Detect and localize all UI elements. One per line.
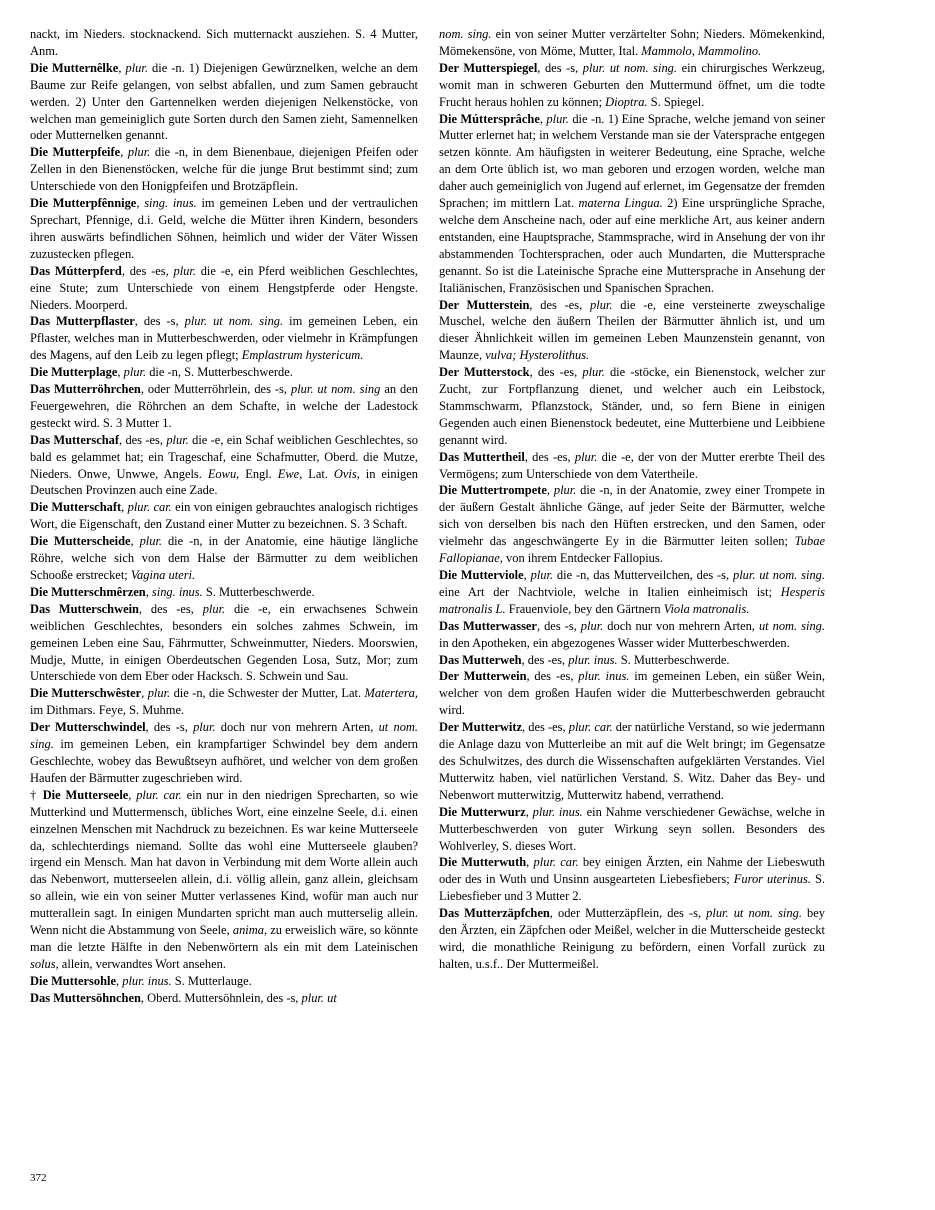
entry-text: die -e, ein Pferd weiblichen Geschlechtes, eine Stute; zum Unterschiede von einem Hengstpferde oder Hengste. Nieders. Moorperd. [30, 263, 418, 312]
entry-text: im gemeinen Leben und der vertraulichen Sprechart, Pfennige, d.i. Geld, welche die Mütter ihren Kindern, besonders ihren auswärts befindlichen Söhnen, heimlich und wider der Väter Wissen zuzustecken pflegen. [30, 196, 419, 261]
entry-text: eine Art der Nachtviole, welche in Italien einheimisch ist; [439, 584, 781, 599]
entry-italic-text: plur. car. [568, 720, 613, 735]
dictionary-entry [439, 60, 825, 111]
entry-italic-text: plur. ut nom. sing. [582, 60, 678, 75]
entry-italic-text: plur. [530, 568, 554, 582]
entry-text: , [539, 111, 547, 126]
entry-headword: Das Muttersöhnchen [30, 990, 141, 1005]
entry-headword: Die Mutterscheide [30, 534, 131, 549]
dictionary-entry [30, 499, 418, 533]
entry-text: doch nur von mehrern Arten, [603, 618, 759, 633]
entry-text: nackt, im Nieders. stocknackend. Sich mutternackt ausziehen. S. 4 Mutter, Anm. [30, 27, 418, 58]
entry-headword: Die Múttersprâche [439, 111, 540, 126]
entry-italic-text: plur. [202, 601, 226, 616]
entry-headword: Das Mutterpflaster [30, 314, 135, 329]
dictionary-entry [30, 973, 418, 990]
entry-text: Frauenviole, bey den Gärtnern [505, 601, 664, 616]
entry-text: † [30, 787, 43, 802]
entry-text: , [526, 855, 534, 870]
entry-italic-text: ut nom. sing. [30, 720, 419, 752]
entry-text: , [117, 365, 124, 380]
dictionary-entry [30, 195, 418, 263]
entry-italic-text: plur. [166, 432, 189, 447]
entry-headword: Der Mutterstock [439, 365, 530, 380]
dictionary-entry [439, 719, 825, 804]
dictionary-entry [439, 854, 825, 905]
entry-headword: Der Mutterwitz [439, 720, 523, 735]
entry-text: , [136, 196, 145, 211]
entry-text: , des -s, [134, 314, 185, 329]
entry-headword: Das Mutterröhrchen [30, 382, 141, 397]
entry-text: von ihrem Entdecker Fallopius. [502, 551, 663, 566]
entry-headword: Das Mutterwasser [439, 618, 537, 633]
entry-text: die -stöcke, ein Bienenstock, welcher zur Zucht, zur Fortpflanzung dienet, und welcher auch ein Leibstock, Stammschwarm, Pflanzstock, Ständer, und, so fern Biene in einigen Gegenden auch einen Bienenstock bedeutet, eine Mutterbiene und Leibbiene genannt wird. [439, 365, 825, 447]
entry-text: , [128, 787, 137, 802]
dictionary-entry [30, 432, 418, 500]
entry-text: die -n, in der Anatomie, eine häutige längliche Röhre, welche sich von dem Halse der Bärmutter zu dem weiblichen Schooße erstrecket; [30, 534, 418, 582]
entry-italic-text: plur. [123, 365, 147, 380]
entry-headword: Die Mutterseele [42, 787, 129, 802]
entry-italic-text: plur. inus. [568, 652, 618, 667]
entry-text: , oder Mutterröhrlein, des -s, [140, 382, 291, 397]
entry-text: S. Mutterbeschwerde. [202, 584, 315, 599]
entry-text: , [118, 60, 126, 75]
entry-text: die -e, der von der Mutter ererbte Theil des Vermögens; zum Unterschiede von dem Vatertheile. [439, 449, 825, 481]
entry-text: Engl. [239, 466, 278, 481]
entry-headword: Die Mutterwurz [439, 804, 526, 819]
entry-headword: Die Mutterplage [30, 365, 118, 380]
entry-headword: Das Mutterschaf [30, 432, 119, 447]
entry-headword: Das Mutterzäpfchen [439, 906, 550, 921]
entry-headword: Die Mutterwuth [439, 855, 527, 870]
entry-text: , [145, 584, 152, 599]
entry-italic-text: plur. car. [127, 500, 172, 515]
dictionary-entry [439, 111, 825, 297]
entry-text: der natürliche Verstand, so wie jedermann die Anlage dazu von Mutterleibe an mit auf die Welt bringt; im Gegensatze des Schulwitzes, des durch die Wissenschaften aufgeklärten Verstandes. Viel Mutterwitz haben, viel natürlichen Verstand. S. Witz. Daher das Bey- und Nebenwort mutterwitzig, Mutterwitz habend, verrathend. [439, 720, 825, 802]
dictionary-entry [30, 719, 418, 787]
entry-italic-text: plur. car. [136, 787, 182, 802]
entry-headword: Das Mutterschwein [30, 601, 139, 616]
left-column [30, 26, 418, 1007]
entry-text: bey den Ärzten, ein Zäpfchen oder Meißel, welcher in die Mutterscheide gesteckt wird, die monathliche Reinigung zu befördern, einen Vorfall zurück zu halten, u.s.f.. Der Muttermeißel. [439, 906, 825, 971]
entry-italic-text: Hesperis matronalis L. [439, 584, 825, 616]
entry-text: , des -es, [138, 601, 203, 616]
entry-text: die -n, S. Mutterbeschwerde. [146, 365, 293, 380]
entry-text: , des -es, [526, 669, 579, 684]
entry-italic-text: plur. [580, 618, 604, 633]
entry-italic-text: plur. inus. [122, 973, 172, 988]
entry-text: , des -s, [145, 720, 194, 735]
entry-italic-text: plur. ut nom. sing. [732, 568, 825, 582]
entry-text: ein von seiner Mutter verzärtelter Sohn; Nieders. Mömekenkind, Mömekensöne, von Möme, Mutter, Ital. [439, 27, 825, 58]
entry-text: , des -es, [121, 263, 174, 278]
dictionary-entry [30, 26, 418, 60]
entry-italic-text: plur. [590, 297, 613, 312]
dictionary-entry [30, 533, 418, 584]
entry-text: die -n. 1) Diejenigen Gewürznelken, welche an dem Baume zur Reife gelangen, von selbst abfallen, und zum Samen gebraucht werden. 2) Unter den Gartennelken werden diejenigen Nelkenstöcke, von welchen man gemeiniglich gute Sorten durch den Samen zieht, Samennelken oder Mutternelken genannt. [30, 60, 418, 143]
entry-italic-text: plur. [574, 449, 598, 464]
entry-text: die -n, das Mutterveilchen, des -s, [553, 568, 733, 582]
entry-text: ein chirurgisches Werkzeug, womit man in schweren Geburten den Muttermund öffnet, um die todte Frucht heraus hohlen zu können; [439, 60, 825, 109]
entry-text: , [130, 534, 140, 549]
entry-text: S. Mutterlauge. [171, 973, 252, 988]
entry-text: , des -s, [536, 618, 581, 633]
entry-italic-text: sing. inus. [144, 196, 197, 211]
entry-headword: Die Muttertrompete [439, 483, 547, 498]
entry-text: an den Feuergewehren, die Röhrchen an dem Schafte, in welche der Ladestock gesteckt wird. S. 3 Mutter 1. [30, 382, 419, 430]
entry-italic-text: materna Lingua. [578, 196, 663, 211]
entry-headword: Das Mutterweh [439, 652, 522, 667]
dictionary-entry [30, 364, 418, 381]
entry-headword: Die Muttersohle [30, 973, 116, 988]
entry-italic-text: Eowu, [207, 466, 240, 481]
entry-text: , oder Mutterzäpflein, des -s, [549, 906, 707, 921]
entry-italic-text: Matertera, [364, 686, 418, 701]
entry-headword: Die Mutternêlke [30, 60, 119, 75]
entry-italic-text: plur. ut nom. sing [290, 382, 381, 397]
entry-text: die -n, die Schwester der Mutter, Lat. [170, 686, 365, 701]
entry-text: , [523, 568, 531, 582]
dictionary-entry [30, 685, 418, 719]
entry-text: 2) Eine ursprüngliche Sprache, welche dem Anscheine nach, oder auf eine merkliche Art, aus keiner andern entstanden, eine Hauptsprache, Stammsprache, wird in Ansehung der von ihr abstammenden Tochtersprachen, oder auch Mundarten, die Muttersprache genannt. So ist die Lateinische Sprache eine Muttersprache in Ansehung der Italiänischen, Französischen und Spanischen Sprachen. [439, 196, 826, 295]
entry-italic-text: Emplastrum hystericum. [241, 348, 364, 363]
entry-text: bey einigen Ärzten, ein Nahme der Liebeswuth oder des in Wuth und Unsinn ausgearteten Liebesfiebers; [439, 855, 825, 887]
entry-headword: Die Mutterschmêrzen [30, 584, 146, 599]
dictionary-entry [439, 905, 825, 973]
entry-italic-text: plur. [127, 145, 151, 160]
dictionary-entry [439, 449, 825, 483]
entry-text: , [525, 804, 533, 819]
entry-text: , des -es, [521, 652, 569, 667]
entry-text: die -e, ein Schaf weiblichen Geschlechtes, so bald es gelammet hat; ein Trageschaf, eine Schafmutter, Oberd. die Mutze, Nieders. Onwe, Unwwe, Angels. [30, 432, 418, 481]
entry-text: doch nur von mehrern Arten, [215, 720, 379, 735]
entry-headword: Der Mutterschwindel [30, 720, 146, 735]
dictionary-entry [439, 804, 825, 855]
entry-italic-text: plur. car. [533, 855, 579, 870]
dictionary-entry [30, 990, 418, 1007]
dictionary-entry [30, 144, 418, 195]
entry-italic-text: plur. [553, 483, 577, 498]
dictionary-entry [30, 381, 418, 432]
entry-italic-text: plur. ut nom. sing. [184, 314, 284, 329]
entry-italic-text: plur. [193, 720, 216, 735]
entry-headword: Die Mutterpfênnige [30, 196, 137, 211]
entry-text: , [120, 145, 128, 160]
dictionary-entry [439, 482, 825, 567]
entry-text: allein, verwandtes Wort ansehen. [58, 956, 226, 971]
entry-text: , des -es, [529, 297, 591, 312]
entry-italic-text: plur. [582, 365, 605, 380]
entry-headword: Die Mutterviole [439, 568, 524, 582]
dictionary-entry [439, 297, 825, 365]
entry-text: Lat. [302, 466, 334, 481]
entry-headword: Der Mutterspiegel [439, 60, 538, 75]
entry-italic-text: plur. [546, 111, 569, 126]
entry-text: ein von einigen gebrauchtes analogisch richtiges Wort, die Eigenschaft, den Zustand einer Mutter zu bezeichnen. S. 3 Schaft. [30, 500, 418, 532]
entry-italic-text: plur. [125, 60, 148, 75]
entry-text: im gemeinen Leben, ein krampfartiger Schwindel bey dem andern Geschlechte, wobey das Bewußtseyn aufhöret, und welcher von dem großen Haufen der Bärmutter zugeschrieben wird. [30, 737, 418, 785]
entry-headword: Das Muttertheil [439, 449, 525, 464]
entry-text: die -n, in der Anatomie, zwey einer Trompete in der äußern Gestalt ähnliche Gänge, auf jeder Seite der Bärmutter, welche sich von derselben bis nach den Hüften erstrecken, und den Samen, oder vielmehr das angeschwängerte Ey in die Bärmutter leiten sollen; [439, 483, 826, 549]
entry-text: , des -es, [522, 720, 569, 735]
entry-text: die -n. 1) Eine Sprache, welche jemand von seiner Mutter erlernet hat; in welchem Verstande man sie der Vatersprache entgegen setzen könnte. Am häufigsten in weiterer Bedeutung, eine Sprache, welche an dem Orte üblich ist, wo man geboren und erzogen worden, welche man daher auch gemeiniglich von Jugend auf erlernet, im Gegensatze der fremden Sprachen; im mittlern Lat. [439, 111, 826, 211]
entry-text: S. Liebesfieber und 3 Mutter 2. [439, 872, 825, 904]
dictionary-entry [30, 263, 418, 314]
dictionary-entry [30, 60, 418, 145]
entry-headword: Die Mutterschaft [30, 500, 122, 515]
entry-text: , [121, 500, 128, 515]
entry-text: , Oberd. Muttersöhnlein, des -s, [140, 990, 302, 1005]
entry-italic-text: solus, [30, 956, 59, 971]
entry-text: , des -es, [119, 432, 167, 447]
entry-italic-text: plur. [173, 263, 196, 278]
entry-italic-text: plur. ut nom. sing. [706, 906, 802, 921]
entry-text: im Dithmars. Feye, S. Muhme. [30, 703, 185, 718]
entry-text: , [141, 686, 148, 701]
page-number: 372 [30, 1172, 47, 1184]
dictionary-entry [439, 567, 825, 618]
entry-text: die -e, ein erwachsenes Schwein weiblichen Geschlechtes, besonders ein solches zahmes Schwein, im gemeinen Leben eine Sau, Fährmutter, Schweinmutter, Nieders. Moorswien, Mudje, Mutte, in einigen Oberdeutschen Gegenden Losa, Sutz, Mor; zum Unterschiede von dem Eber oder Hacksch. S. Schwein und Sau. [30, 601, 418, 684]
entry-italic-text: Ovis, [333, 466, 360, 481]
dictionary-entry [30, 313, 418, 364]
entry-italic-text: ut nom. sing. [758, 618, 826, 633]
dictionary-entry [30, 601, 418, 686]
entry-text: im gemeinen Leben, ein Pflaster, welches man in Mutterbeschwerden, oder vielmehr in Krämpfungen des Magens, auf den Leib zu legen pflegt; [30, 314, 419, 363]
entry-italic-text: plur. inus. [578, 669, 630, 684]
entry-italic-text: Tubae Fallopianae, [439, 534, 825, 566]
entry-text: zu erweislich wäre, so könnte man die letzte Hälfte in den Nebenwörtern als ein mit dem Lateinischen [30, 923, 418, 954]
entry-text: S. Spiegel. [647, 94, 705, 109]
right-column [439, 26, 825, 973]
entry-headword: Der Mutterstein [439, 297, 530, 312]
entry-italic-text: anima, [232, 923, 268, 938]
entry-text: , [546, 483, 554, 498]
entry-text: ein Nahme verschiedener Gewächse, welche in Mutterbeschwerden von guter Wirkung seyn sollen. Besonders des Wohlverley, S. dieses Wort. [439, 804, 825, 853]
entry-text: die -n, in dem Bienenbaue, diejenigen Pfeifen oder Zellen in den Bienenstöcken, welche für die junge Brut bestimmt sind; zum Unterschiede von den Honigpfeifen und Brotzäpflein. [30, 145, 419, 194]
entry-text: in einigen Deutschen Provinzen auch eine Zade. [30, 466, 418, 498]
entry-italic-text: sing. inus. [151, 584, 203, 599]
entry-italic-text: Furor uterinus. [733, 872, 811, 887]
entry-italic-text: Ewe, [277, 466, 303, 481]
entry-headword: Das Mútterpferd [30, 263, 122, 278]
entry-italic-text: nom. sing. [439, 27, 492, 41]
dictionary-entry [439, 618, 825, 652]
dictionary-entry [439, 364, 825, 449]
entry-italic-text: Dioptra. [605, 94, 648, 109]
entry-headword: Der Mutterwein [439, 669, 527, 684]
entry-headword: Die Mutterpfeife [30, 145, 121, 160]
entry-text: im gemeinen Leben, ein süßer Wein, welcher von dem großen Haufen wider die Mutterbeschwerden gebraucht wird. [439, 669, 825, 718]
entry-italic-text: plur. inus. [532, 804, 583, 819]
entry-text: , [116, 973, 123, 988]
entry-italic-text: plur. ut [301, 990, 337, 1005]
dictionary-entry [30, 584, 418, 601]
entry-italic-text: plur. [139, 534, 163, 549]
entry-text: , des -s, [537, 60, 583, 75]
entry-text: die -e, eine versteinerte zweyschalige Muschel, welche den äußern Theilen der Bärmutter ähnlich ist, und um dieser Ähnlichkeit willen im gemeinen Leben Maunzenstein genannt, von Maunze, [439, 297, 825, 363]
entry-italic-text: vulva; Hysterolithus. [485, 348, 590, 363]
entry-italic-text: Vagina uteri. [130, 568, 196, 582]
entry-text: , des -es, [529, 365, 583, 380]
entry-italic-text: Mammolo, Mammolino. [641, 43, 762, 58]
dictionary-entry [439, 668, 825, 719]
entry-text: in den Apotheken, ein abgezogenes Wasser wider Mutterbeschwerden. [439, 635, 790, 650]
entry-italic-text: plur. [147, 686, 171, 701]
dictionary-entry [30, 787, 418, 973]
dictionary-entry [439, 652, 825, 669]
dictionary-entry [439, 26, 825, 60]
entry-headword: Die Mutterschwêster [30, 686, 142, 701]
entry-text: S. Mutterbeschwerde. [617, 652, 730, 667]
entry-text: , des -es, [524, 449, 575, 464]
entry-italic-text: Viola matronalis. [663, 601, 750, 616]
entry-text: ein nur in den niedrigen Sprecharten, so wie Mutterkind und Muttermensch, übliches Wort, eine einzelne Seele, d.i. einen einzelnen Menschen mit Nachdruck zu bezeichnen. Es war keine Mutterseele da, schlechterdings niemand. Sollte das wohl eine Mutterseele glauben? irgend ein Mensch. Man hat davon in Verbindung mit dem Worte allein auch das Nebenwort, mutterseelen allein, d.i. völlig allein, ganz allein, gleichsam so allein, wie ein von seiner Mutter verlassenes Kind, wofür man auch nur mutterallein sagt. In einigen Mundarten spricht man auch mutterselig allein. Wenn nicht die Abstammung von Seele, [30, 787, 419, 938]
